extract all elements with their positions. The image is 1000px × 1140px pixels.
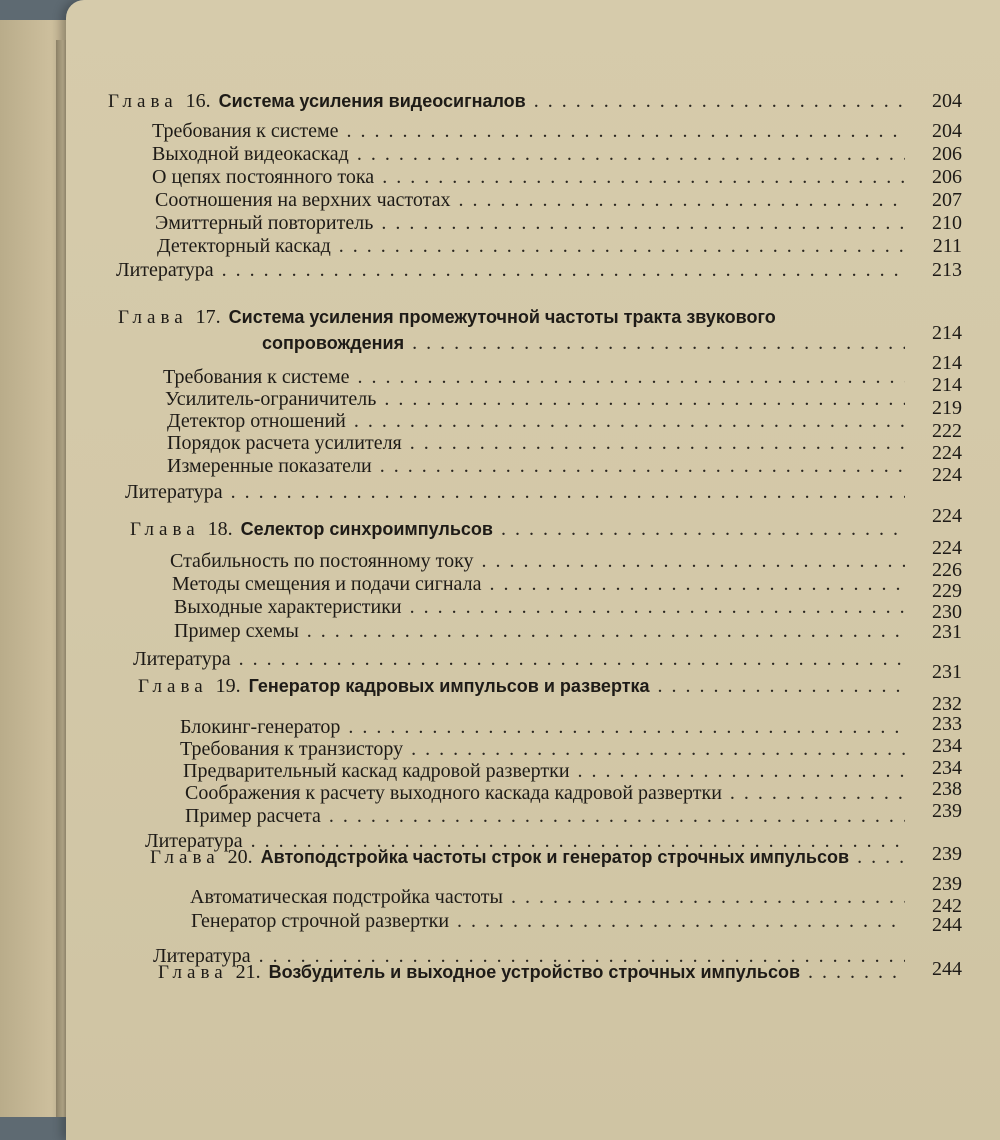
page-number: 244	[932, 958, 962, 980]
leader-dots	[380, 455, 905, 478]
toc-chapter	[130, 518, 905, 541]
leader-dots	[382, 166, 905, 189]
page-number: 234	[932, 757, 962, 779]
leader-dots	[410, 432, 905, 455]
toc-section	[155, 189, 905, 212]
toc-section	[191, 910, 905, 933]
toc-section	[167, 455, 905, 478]
leader-dots	[534, 90, 905, 113]
leader-dots	[231, 481, 905, 504]
chapter-title-continuation: сопровождения	[262, 333, 405, 353]
chapter-number: 17.	[195, 306, 221, 328]
literature-label: Литература	[116, 259, 214, 281]
page-number: 206	[932, 166, 962, 188]
page-number: 244	[932, 914, 962, 936]
chapter-label	[150, 846, 849, 869]
toc-section	[157, 235, 905, 258]
leader-dots	[410, 596, 905, 619]
chapter-label	[130, 518, 493, 541]
toc-section	[155, 212, 905, 235]
leader-dots	[357, 143, 905, 166]
toc-section	[152, 143, 905, 166]
chapter-title: Система усиления промежуточной частоты тракта звукового	[228, 307, 776, 327]
section-title: Усилитель-ограничитель	[165, 388, 377, 410]
toc-section	[180, 716, 905, 739]
section-title: Блокинг-генератор	[180, 716, 341, 738]
section-title: Предварительный каскад кадровой развертки	[183, 760, 570, 782]
chapter-title: Автоподстройка частоты строк и генератор строчных импульсов	[260, 847, 850, 867]
chapter-number: 19.	[215, 675, 241, 697]
page-number: 207	[932, 189, 962, 211]
section-title: Выходные характеристики	[174, 596, 402, 618]
page-number: 206	[932, 143, 962, 165]
section-title: Методы смещения и подачи сигнала	[172, 573, 482, 595]
leader-dots	[347, 120, 906, 143]
page-number: 230	[932, 601, 962, 623]
page-number: 226	[932, 559, 962, 581]
toc-section	[183, 760, 905, 783]
toc-chapter-continuation	[262, 332, 905, 355]
section-title: Пример расчета	[185, 805, 321, 827]
chapter-label	[158, 961, 800, 984]
chapter-title: Система усиления видеосигналов	[218, 91, 526, 111]
page-number: 224	[932, 442, 962, 464]
page-number: 224	[932, 464, 962, 486]
chapter-number: 18.	[207, 518, 233, 540]
page-number: 210	[932, 212, 962, 234]
leader-dots	[348, 716, 905, 739]
toc-section	[165, 388, 905, 411]
chapter-title: Возбудитель и выходное устройство строчных импульсов	[268, 962, 801, 982]
toc-section	[170, 550, 905, 573]
toc-chapter	[150, 846, 910, 869]
leader-dots	[501, 518, 905, 541]
toc-chapter	[158, 961, 905, 984]
leader-dots	[808, 961, 905, 984]
toc-section	[167, 432, 905, 455]
leader-dots	[329, 805, 905, 828]
section-title: Эмиттерный повторитель	[155, 212, 374, 234]
section-title: Генератор строчной развертки	[191, 910, 450, 932]
leader-dots	[354, 410, 905, 433]
literature-label: Литература	[133, 648, 231, 670]
page-number: 231	[932, 621, 962, 643]
toc-section	[190, 886, 905, 909]
page-number: 224	[932, 537, 962, 559]
section-title: Соображения к расчету выходного каскада кадровой развертки	[185, 782, 722, 804]
page-number: 219	[932, 397, 962, 419]
chapter-number: 16.	[185, 90, 211, 112]
chapter-label	[138, 675, 650, 698]
toc-section	[163, 366, 905, 389]
section-title: Требования к транзистору	[180, 738, 404, 760]
chapter-title: Селектор синхроимпульсов	[240, 519, 493, 539]
page-number: 214	[932, 322, 962, 344]
page-number: 214	[932, 374, 962, 396]
section-title: Требования к системе	[163, 366, 350, 388]
section-title: Соотношения на верхних частотах	[155, 189, 451, 211]
toc-chapter	[138, 675, 905, 698]
leader-dots	[411, 738, 905, 761]
toc-section	[167, 410, 905, 433]
page-number: 239	[932, 873, 962, 895]
leader-dots	[222, 259, 905, 282]
chapter-word: Глава	[150, 847, 220, 868]
toc-section	[174, 620, 905, 643]
chapter-number: 21.	[235, 961, 261, 983]
chapter-word: Глава	[138, 676, 208, 697]
toc-chapter	[118, 306, 905, 329]
literature-label: Литература	[153, 945, 251, 967]
section-title: Требования к системе	[152, 120, 339, 142]
chapter-label	[118, 306, 776, 329]
section-title: Стабильность по постоянному току	[170, 550, 474, 572]
toc-section	[185, 805, 905, 828]
section-title: Выходной видеокаскад	[152, 143, 349, 165]
chapter-word: Глава	[118, 307, 188, 328]
chapter-word: Глава	[158, 962, 228, 983]
page-number: 204	[932, 120, 962, 142]
chapter-title: Генератор кадровых импульсов и развертка	[248, 676, 650, 696]
page-number: 229	[932, 580, 962, 602]
toc-section	[174, 596, 905, 619]
section-title: Детекторный каскад	[157, 235, 331, 257]
toc-chapter	[108, 90, 905, 113]
section-title: Порядок расчета усилителя	[167, 432, 402, 454]
leader-dots	[384, 388, 905, 411]
page-number: 232	[932, 693, 962, 715]
section-title: Детектор отношений	[167, 410, 346, 432]
page-number: 242	[932, 895, 962, 917]
page-number: 234	[932, 735, 962, 757]
toc-section	[152, 120, 905, 143]
toc-section	[180, 738, 905, 761]
leader-dots	[489, 573, 905, 596]
leader-dots	[457, 910, 905, 933]
literature-label: Литература	[145, 830, 243, 852]
chapter-word: Глава	[130, 519, 200, 540]
toc-section	[152, 166, 905, 189]
chapter-number: 20.	[227, 846, 253, 868]
page-number: 214	[932, 352, 962, 374]
leader-dots	[458, 189, 905, 212]
leader-dots	[307, 620, 905, 643]
section-title: Автоматическая подстройка частоты	[190, 886, 503, 908]
page-number: 239	[932, 800, 962, 822]
page-number: 231	[932, 661, 962, 683]
page-number: 213	[932, 259, 962, 281]
toc-literature	[116, 259, 905, 282]
toc-literature	[133, 648, 905, 671]
section-title: Пример схемы	[174, 620, 299, 642]
leader-dots	[730, 782, 905, 805]
page-number: 239	[932, 843, 962, 865]
leader-dots	[511, 886, 905, 909]
leader-dots	[412, 332, 905, 355]
page-number: 238	[932, 778, 962, 800]
leader-dots	[239, 648, 905, 671]
leader-dots	[482, 550, 905, 573]
leader-dots	[339, 235, 905, 258]
leader-dots	[381, 212, 905, 235]
toc-section	[185, 782, 905, 805]
chapter-word: Глава	[108, 91, 178, 112]
toc-literature	[125, 481, 905, 504]
section-title: Измеренные показатели	[167, 455, 372, 477]
chapter-label	[108, 90, 526, 113]
page-number: 204	[932, 90, 962, 112]
page-number: 211	[932, 235, 962, 257]
leader-dots	[658, 675, 905, 698]
page-number: 224	[932, 505, 962, 527]
leader-dots	[358, 366, 906, 389]
toc-section	[172, 573, 905, 596]
page-number: 222	[932, 420, 962, 442]
page-number: 233	[932, 713, 962, 735]
literature-label: Литература	[125, 481, 223, 503]
leader-dots	[578, 760, 905, 783]
section-title: О цепях постоянного тока	[152, 166, 375, 188]
